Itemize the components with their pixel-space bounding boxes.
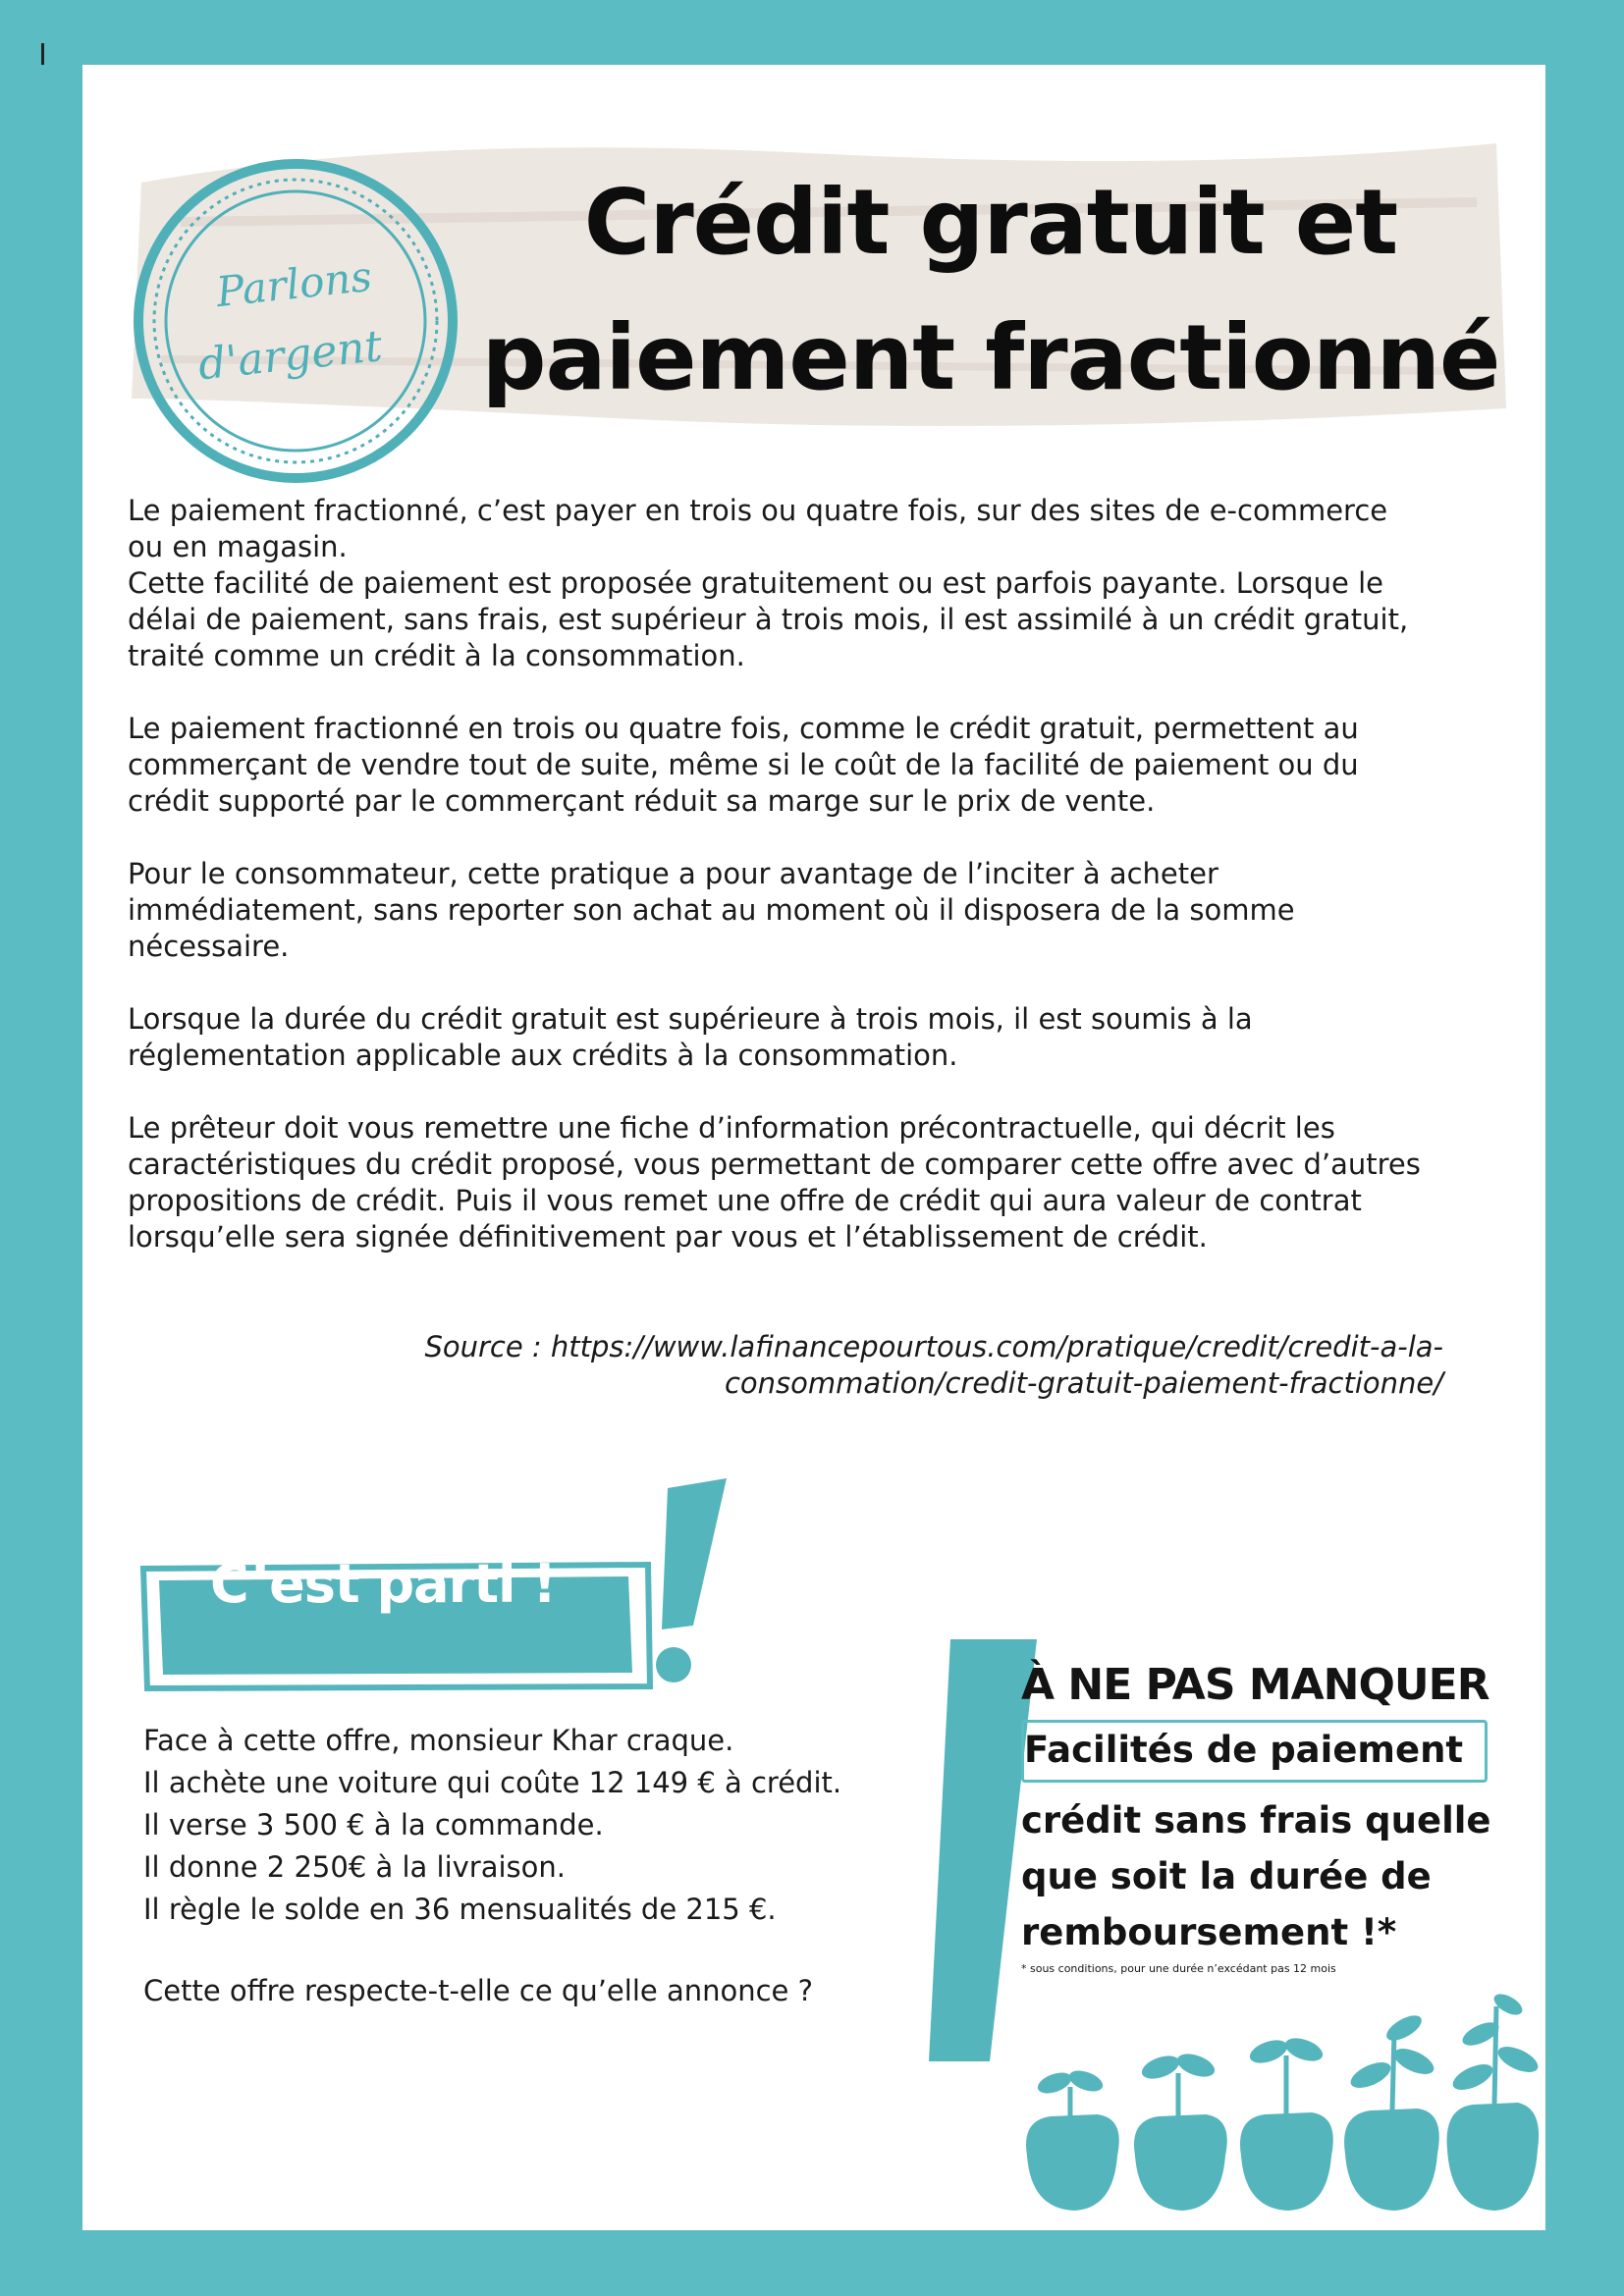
- promo-advert: [1021, 1655, 1571, 1976]
- paragraph-line: Le paiement fractionné en trois ou quatre fois, comme le crédit gratuit, permettent au: [128, 712, 1359, 745]
- source-line-2: consommation/credit-gratuit-paiement-fractionne/: [724, 1366, 1443, 1400]
- stamp-line1: Parlons: [213, 251, 375, 317]
- paragraph-line: immédiatement, sans reporter son achat au moment où il disposera de la somme: [128, 893, 1295, 927]
- paragraph-line: crédit supporté par le commerçant réduit sa marge sur le prix de vente.: [128, 784, 1156, 818]
- promo-body-line: crédit sans frais quelle: [1021, 1799, 1491, 1842]
- exercise-line: Il donne 2 250€ à la livraison.: [143, 1850, 567, 1884]
- exercise-line: Il verse 3 500 € à la commande.: [143, 1808, 604, 1842]
- paragraph-line: ou en magasin.: [128, 530, 348, 563]
- paragraph-line: propositions de crédit. Puis il vous remet une offre de crédit qui aura valeur de contrat: [128, 1184, 1362, 1217]
- promo-body-line: remboursement !*: [1021, 1911, 1397, 1953]
- paragraph-2: [128, 711, 1512, 820]
- promo-box: Facilités de paiement: [1021, 1720, 1488, 1783]
- source-line-1: Source : https://www.lafinancepourtous.com/pratique/credit/credit-a-la-: [424, 1330, 1443, 1363]
- paragraph-5: [128, 1110, 1512, 1255]
- promo-body-line: que soit la durée de: [1021, 1855, 1432, 1897]
- paragraph-line: commerçant de vendre tout de suite, même si le coût de la facilité de paiement ou du: [128, 748, 1359, 781]
- paragraph-line: Le paiement fractionné, c’est payer en trois ou quatre fois, sur des sites de e-commerce: [128, 494, 1388, 527]
- source-citation: [265, 1329, 1443, 1402]
- paragraph-4: [128, 1001, 1512, 1074]
- promo-footnote: * sous conditions, pour une durée n’excédant pas 12 mois: [1021, 1962, 1336, 1975]
- paragraph-line: délai de paiement, sans frais, est supérieur à trois mois, il est assimilé à un crédit gratuit,: [128, 603, 1409, 636]
- paragraph-line: Cette facilité de paiement est proposée gratuitement ou est parfois payante. Lorsque le: [128, 566, 1383, 600]
- stamp-line2: d'argent: [195, 321, 385, 391]
- page-sheet: [82, 65, 1545, 2230]
- paragraph-line: Lorsque la durée du crédit gratuit est supérieure à trois mois, il est soumis à la: [128, 1002, 1253, 1036]
- exercise-line: Face à cette offre, monsieur Khar craque.: [143, 1724, 734, 1757]
- corner-mark: [41, 43, 44, 65]
- paragraph-line: Pour le consommateur, cette pratique a pour avantage de l’inciter à acheter: [128, 857, 1218, 890]
- plants-illustration: [1011, 1993, 1542, 2218]
- exercise-block: [143, 1720, 929, 2012]
- title-line-1: Crédit gratuit et: [583, 170, 1398, 275]
- paragraph-line: caractéristiques du crédit proposé, vous permettant de comparer cette offre avec d’autres: [128, 1148, 1421, 1181]
- parlons-dargent-stamp: [126, 151, 465, 491]
- exercise-question: Cette offre respecte-t-elle ce qu’elle annonce ?: [143, 1974, 813, 2007]
- paragraph-line: Le prêteur doit vous remettre une fiche d’information précontractuelle, qui décrit les: [128, 1111, 1335, 1145]
- promo-body: [1021, 1792, 1571, 1960]
- banner-label: C’est parti !: [210, 1553, 556, 1615]
- paragraph-line: lorsqu’elle sera signée définitivement par vous et l’établissement de crédit.: [128, 1220, 1208, 1254]
- article-body: [128, 493, 1512, 1292]
- exercise-line: Il règle le solde en 36 mensualités de 215 €.: [143, 1893, 777, 1926]
- paragraph-line: réglementation applicable aux crédits à la consommation.: [128, 1039, 958, 1072]
- page-title: [456, 155, 1526, 426]
- promo-title: À NE PAS MANQUER: [1021, 1660, 1489, 1710]
- title-line-2: paiement fractionné: [481, 305, 1500, 410]
- paragraph-line: traité comme un crédit à la consommation.: [128, 639, 745, 672]
- exclamation-icon: [662, 1478, 727, 1629]
- paragraph-3: [128, 856, 1512, 965]
- exercise-line: Il achète une voiture qui coûte 12 149 € à crédit.: [143, 1766, 842, 1799]
- paragraph-1: [128, 493, 1512, 674]
- paragraph-line: nécessaire.: [128, 930, 290, 963]
